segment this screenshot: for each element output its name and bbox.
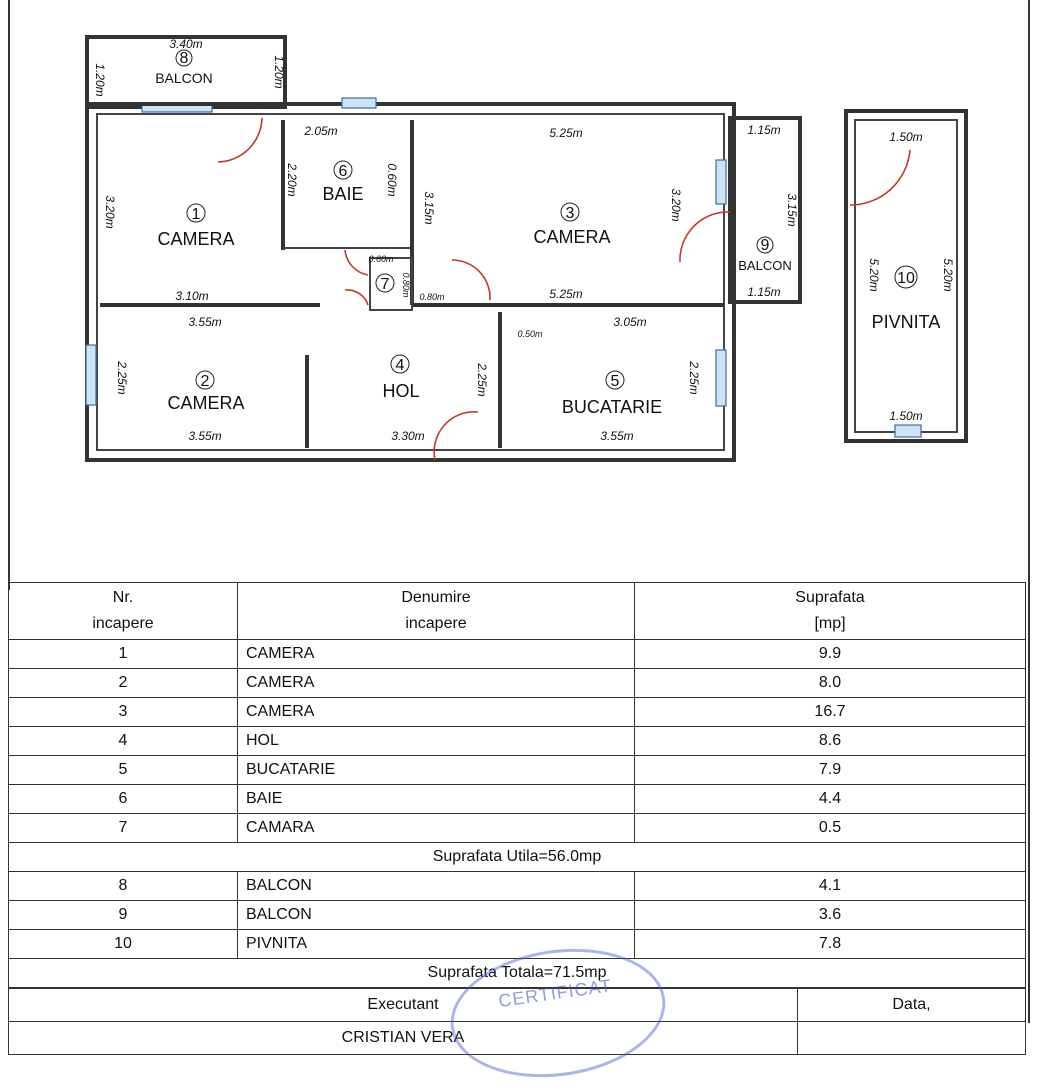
door-pivnita (850, 150, 910, 205)
dim-c1-bottom: 3.10m (175, 289, 209, 303)
room-5-label (562, 371, 662, 417)
header-name: Denumire incapere (238, 583, 635, 640)
certificate-stamp: CERTIFICAT (442, 936, 673, 1090)
dim-baie-top: 2.05m (304, 124, 338, 138)
svg-text:1: 1 (191, 206, 201, 223)
dim-c2-left: 2.25m (115, 361, 129, 395)
cell-name: BUCATARIE (238, 756, 635, 785)
svg-text:3: 3 (565, 205, 575, 222)
cell-name: CAMERA (238, 640, 635, 669)
dim-b9-top: 1.15m (747, 123, 781, 137)
dim-b8-top: 3.40m (169, 37, 203, 51)
cell-nr: 5 (9, 756, 238, 785)
data-value (798, 1022, 1026, 1055)
door-c1 (218, 118, 262, 162)
room-4-label (382, 355, 419, 401)
svg-text:4: 4 (395, 357, 405, 374)
table-row (9, 901, 1026, 930)
room-8-label (155, 50, 213, 86)
svg-text:CAMERA: CAMERA (157, 229, 235, 249)
data-label: Data, (798, 989, 1026, 1022)
svg-text:8: 8 (179, 50, 189, 67)
cell-name: BALCON (238, 901, 635, 930)
svg-text:PIVNITA: PIVNITA (871, 312, 941, 332)
cell-name: CAMARA (238, 814, 635, 843)
sum-utila-row (9, 843, 1026, 872)
cell-name: CAMERA (238, 669, 635, 698)
cell-nr: 10 (9, 930, 238, 959)
sum-utila: Suprafata Utila=56.0mp (9, 843, 1026, 872)
cell-area: 8.0 (635, 669, 1026, 698)
door-baie (345, 250, 368, 275)
svg-text:6: 6 (338, 163, 348, 180)
door-camara (345, 290, 368, 305)
dim-c3-top: 5.25m (549, 126, 583, 140)
cell-area: 8.6 (635, 727, 1026, 756)
cell-area: 7.9 (635, 756, 1026, 785)
header-area: Suprafata [mp] (635, 583, 1026, 640)
dim-b9-right: 3.15m (785, 193, 799, 227)
door-balcon9 (680, 212, 730, 262)
dim-buc-right: 2.25m (687, 361, 701, 395)
executant-label: Executant (9, 989, 798, 1022)
table-row (9, 640, 1026, 669)
dim-buc-bottom: 3.55m (600, 429, 634, 443)
window-c3 (716, 160, 726, 204)
cell-name: BAIE (238, 785, 635, 814)
svg-text:7: 7 (380, 276, 390, 293)
table-row (9, 698, 1026, 727)
dim-c2-top: 3.55m (188, 315, 222, 329)
table-row (9, 872, 1026, 901)
dim-baie-right: 0.60m (385, 163, 399, 197)
room-3-label (533, 203, 610, 247)
dim-piv-top: 1.50m (889, 130, 923, 144)
window-buc (716, 350, 726, 406)
cell-name: BALCON (238, 872, 635, 901)
dim-b8-right: 1.20m (272, 55, 286, 89)
cell-name: PIVNITA (238, 930, 635, 959)
table-row (9, 669, 1026, 698)
svg-text:CAMERA: CAMERA (533, 227, 611, 247)
table-row (9, 727, 1026, 756)
svg-text:BALCON: BALCON (155, 70, 213, 86)
dim-b9-bottom: 1.15m (747, 285, 781, 299)
dim-hol-bottom: 3.30m (391, 429, 425, 443)
cell-nr: 1 (9, 640, 238, 669)
room-9-label (738, 237, 791, 273)
dim-camara-v: 0.80m (401, 272, 411, 298)
room-6-label (322, 161, 363, 204)
cell-nr: 2 (9, 669, 238, 698)
table-row (9, 785, 1026, 814)
svg-text:BAIE: BAIE (322, 184, 364, 204)
room-7-label (376, 274, 394, 293)
dim-c1-left: 3.20m (103, 195, 117, 229)
dim-buc-small: 0.50m (517, 329, 543, 339)
dim-camara-small: 0.80m (419, 292, 445, 302)
cell-area: 7.8 (635, 930, 1026, 959)
dim-piv-left: 5.20m (867, 258, 881, 292)
window-c2 (86, 345, 96, 405)
dim-buc-top: 3.05m (613, 315, 647, 329)
window-baie (342, 98, 376, 108)
table-row (9, 814, 1026, 843)
door-entry (434, 412, 478, 460)
svg-text:2: 2 (200, 373, 210, 390)
svg-text:5: 5 (610, 373, 620, 390)
dim-camara-top: 0.60m (368, 254, 394, 264)
dim-c3-bottom: 5.25m (549, 287, 583, 301)
window-pivnita (895, 425, 921, 437)
table-header-row (9, 583, 1026, 640)
svg-text:9: 9 (760, 237, 770, 254)
cell-nr: 9 (9, 901, 238, 930)
dim-baie-left: 2.20m (285, 163, 299, 197)
dim-piv-right: 5.20m (941, 258, 955, 292)
cell-area: 16.7 (635, 698, 1026, 727)
table-row (9, 930, 1026, 959)
room-1-label (157, 204, 234, 249)
dim-baie-inner: 3.15m (422, 191, 436, 225)
executant-name: CRISTIAN VERA (9, 1022, 798, 1055)
cell-area: 4.4 (635, 785, 1026, 814)
cell-nr: 7 (9, 814, 238, 843)
cell-nr: 8 (9, 872, 238, 901)
cell-nr: 6 (9, 785, 238, 814)
cell-nr: 3 (9, 698, 238, 727)
cell-area: 4.1 (635, 872, 1026, 901)
svg-text:HOL: HOL (382, 381, 420, 401)
cell-nr: 4 (9, 727, 238, 756)
room-2-label (167, 371, 244, 413)
dim-hol-right: 2.25m (475, 363, 489, 397)
room-table (8, 582, 1026, 988)
dim-piv-bottom: 1.50m (889, 409, 923, 423)
svg-text:BALCON: BALCON (738, 258, 792, 273)
dim-c2-bottom: 3.55m (188, 429, 222, 443)
cell-area: 9.9 (635, 640, 1026, 669)
cell-area: 0.5 (635, 814, 1026, 843)
svg-text:BUCATARIE: BUCATARIE (561, 397, 663, 417)
sum-totala: Suprafata Totala=71.5mp (9, 959, 1026, 988)
cell-area: 3.6 (635, 901, 1026, 930)
header-nr: Nr. incapere (9, 583, 238, 640)
door-c3 (452, 260, 490, 300)
dim-c3-right: 3.20m (669, 188, 683, 222)
dim-b8-left: 1.20m (93, 63, 107, 97)
svg-text:10: 10 (897, 270, 915, 287)
cell-name: HOL (238, 727, 635, 756)
svg-text:CAMERA: CAMERA (167, 393, 245, 413)
table-row (9, 756, 1026, 785)
cell-name: CAMERA (238, 698, 635, 727)
